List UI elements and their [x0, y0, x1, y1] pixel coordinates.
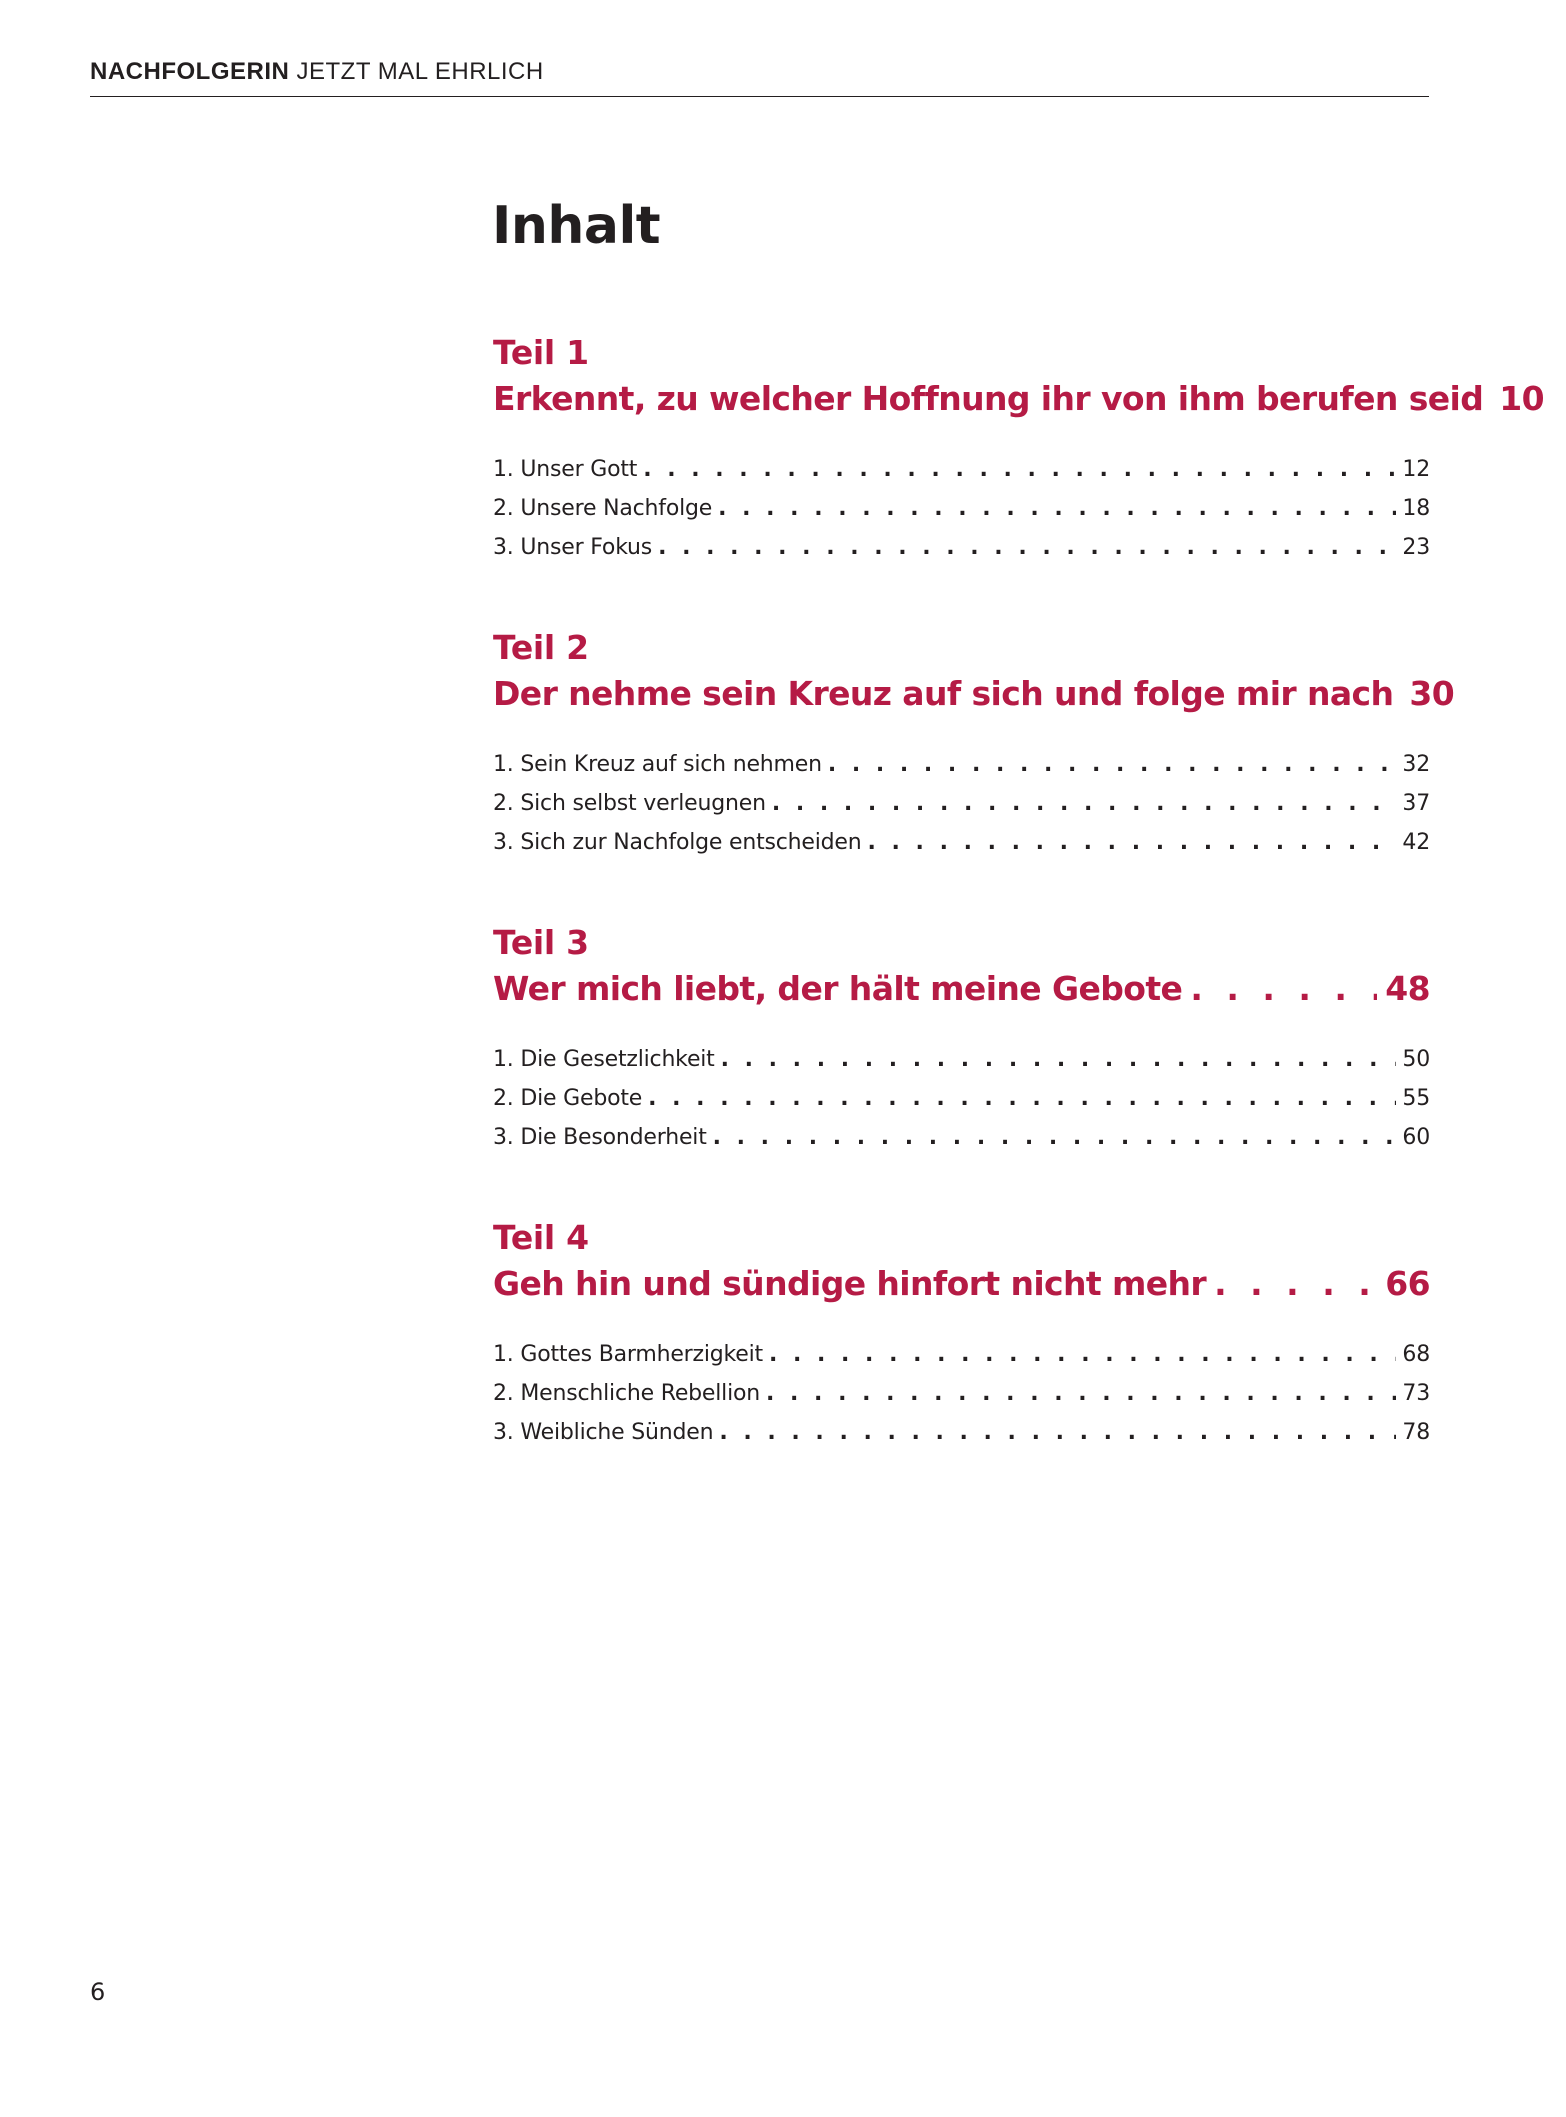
chapter-page-number: 55	[1402, 1086, 1430, 1111]
header-rule	[90, 96, 1429, 97]
dot-leader	[719, 1413, 1396, 1452]
dot-leader	[1214, 1261, 1377, 1307]
chapter-title: 2. Die Gebote	[493, 1086, 643, 1111]
part-page-number: 66	[1385, 1264, 1430, 1303]
dot-leader	[828, 745, 1397, 784]
chapter-title: 1. Gottes Barmherzigkeit	[493, 1342, 763, 1367]
chapter-title: 3. Weibliche Sünden	[493, 1420, 714, 1445]
chapter-entry[interactable]	[493, 823, 1430, 862]
part-title: Geh hin und sündige hinfort nicht mehr	[493, 1264, 1207, 1303]
chapter-entry[interactable]	[493, 450, 1430, 489]
chapter-title: 1. Die Gesetzlichkeit	[493, 1047, 715, 1072]
toc-part-4	[493, 1215, 1430, 1452]
part-page-number: 48	[1385, 969, 1430, 1008]
part-title-row[interactable]	[493, 376, 1545, 422]
dot-leader	[713, 1118, 1397, 1157]
chapter-page-number: 68	[1402, 1342, 1430, 1367]
chapter-page-number: 42	[1402, 830, 1430, 855]
dot-leader	[648, 1079, 1396, 1118]
chapter-entry[interactable]	[493, 528, 1430, 567]
dot-leader	[772, 784, 1397, 823]
chapter-entry[interactable]	[493, 489, 1430, 528]
chapter-list	[493, 1335, 1430, 1452]
chapter-title: 1. Sein Kreuz auf sich nehmen	[493, 752, 822, 777]
toc-part-2	[493, 625, 1455, 862]
dot-leader	[658, 528, 1396, 567]
chapter-entry[interactable]	[493, 784, 1430, 823]
dot-leader	[868, 823, 1397, 862]
part-label: Teil 1	[493, 333, 589, 372]
chapter-entry[interactable]	[493, 745, 1430, 784]
chapter-list	[493, 1040, 1430, 1157]
chapter-title: 2. Menschliche Rebellion	[493, 1381, 761, 1406]
dot-leader	[766, 1374, 1396, 1413]
chapter-list	[493, 450, 1430, 567]
chapter-title: 2. Unsere Nachfolge	[493, 496, 713, 521]
chapter-title: 2. Sich selbst verleugnen	[493, 791, 766, 816]
chapter-entry[interactable]	[493, 1040, 1430, 1079]
running-head-series: NACHFOLGERIN	[90, 58, 290, 85]
toc-part-1	[493, 330, 1545, 567]
chapter-page-number: 50	[1402, 1047, 1430, 1072]
part-label: Teil 4	[493, 1218, 589, 1257]
chapter-list	[493, 745, 1430, 862]
chapter-entry[interactable]	[493, 1413, 1430, 1452]
part-page-number: 10	[1499, 379, 1545, 418]
part-title-row[interactable]	[493, 966, 1430, 1012]
dot-leader	[643, 450, 1396, 489]
chapter-title: 3. Sich zur Nachfolge entscheiden	[493, 830, 862, 855]
chapter-entry[interactable]	[493, 1079, 1430, 1118]
chapter-title: 1. Unser Gott	[493, 457, 638, 482]
chapter-page-number: 32	[1402, 752, 1430, 777]
dot-leader	[1190, 966, 1377, 1012]
chapter-title: 3. Unser Fokus	[493, 535, 653, 560]
running-head	[90, 58, 544, 86]
page-number: 6	[90, 1978, 106, 2006]
chapter-page-number: 23	[1402, 535, 1430, 560]
part-title: Wer mich liebt, der hält meine Gebote	[493, 969, 1183, 1008]
toc-title: Inhalt	[492, 196, 661, 256]
dot-leader	[718, 489, 1396, 528]
toc-part-3	[493, 920, 1430, 1157]
chapter-entry[interactable]	[493, 1118, 1430, 1157]
part-label: Teil 2	[493, 628, 589, 667]
chapter-entry[interactable]	[493, 1335, 1430, 1374]
chapter-entry[interactable]	[493, 1374, 1430, 1413]
table-of-contents	[493, 330, 1545, 1510]
chapter-page-number: 37	[1402, 791, 1430, 816]
part-title: Der nehme sein Kreuz auf sich und folge mir nach	[493, 674, 1394, 713]
running-head-title: JETZT MAL EHRLICH	[296, 58, 544, 85]
chapter-page-number: 60	[1402, 1125, 1430, 1150]
part-label: Teil 3	[493, 923, 589, 962]
part-title-row[interactable]	[493, 671, 1455, 717]
part-page-number: 30	[1409, 674, 1455, 713]
chapter-page-number: 18	[1402, 496, 1430, 521]
chapter-page-number: 78	[1402, 1420, 1430, 1445]
chapter-page-number: 12	[1402, 457, 1430, 482]
part-title: Erkennt, zu welcher Hoffnung ihr von ihm berufen seid	[493, 379, 1484, 418]
dot-leader	[721, 1040, 1397, 1079]
dot-leader	[769, 1335, 1396, 1374]
chapter-title: 3. Die Besonderheit	[493, 1125, 707, 1150]
chapter-page-number: 73	[1402, 1381, 1430, 1406]
part-title-row[interactable]	[493, 1261, 1430, 1307]
